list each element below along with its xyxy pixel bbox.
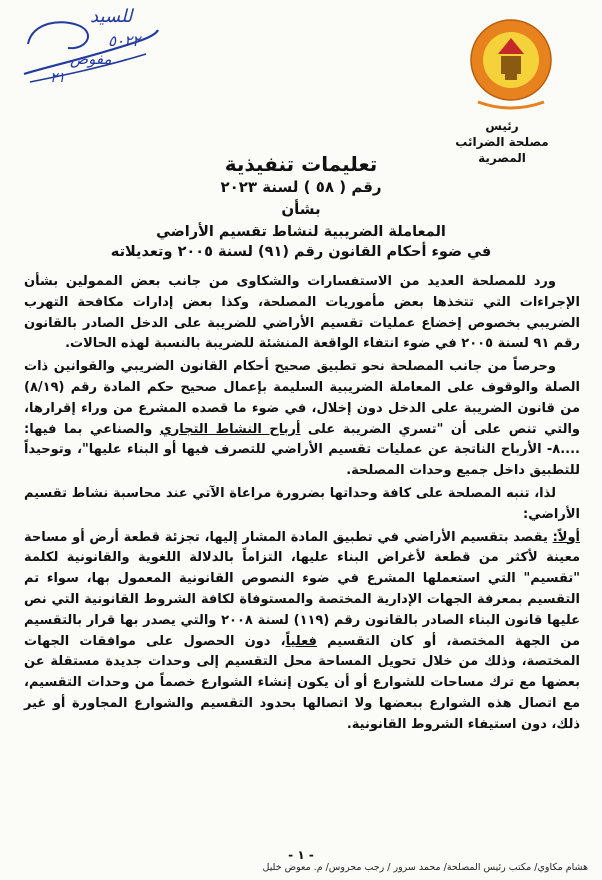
paragraph-2-part-a: وحرصاً من جانب المصلحة نحو تطبيق صحيح أحكام القانون الضريبي والقوانين ذات الصلة والوقوف على المعاملة الضريبية السليمة بإعمال صحيح حكم المادة رقم (٨/١٩) من قانون الضريبة على الدخل دون إخلال، في ضوء ما قصده المشرع من وراء إقرارها، والتي تنص على أن "تسري الضريبة على [24, 359, 580, 437]
tax-authority-logo [468, 14, 554, 112]
item-1-part-b: ، دون الحصول على موافقات الجهات المختصة، وذلك من خلال تحويل المساحة محل التقسيم إلى وحدات جديدة مستقلة عن بعضها مع ترك مساحات للشوارع أو أن يكون إنشاء الشوارع خصماً من وحدات التقسيم، مع اتصال هذه الشوارع ببعضها ولا اتصالها بحدود التقسيم والشوارع المجاورة أو غير ذلك، دون استيفاء الشروط القانونية. [24, 633, 580, 732]
issuer-organization: مصلحة الضرائب المصرية [455, 135, 549, 165]
handwriting-line-1: للسيد [90, 6, 133, 27]
instruction-number: رقم ( ٥٨ ) لسنة ٢٠٢٣ [220, 178, 382, 196]
issuer-title: رئيس [485, 119, 519, 133]
item-1-underlined: فعلياً [285, 633, 317, 649]
footer-signatures: هشام مكاوي/ مكتب رئيس المصلحة/ محمد سرور / رجب محروس/ م. معوض خليل [262, 862, 588, 873]
subject-line-1: المعاملة الضريبية لنشاط تقسيم الأراضي [156, 224, 446, 240]
handwriting-line-2: ٥٠٢٢ [108, 32, 141, 50]
document-title: تعليمات تنفيذية [224, 152, 378, 176]
item-1-label: أولاً: [552, 529, 580, 545]
item-1-part-a: يقصد بتقسيم الأراضي في تطبيق المادة المشار إليها، تجزئة قطعة أرض أو مساحة معينة لأكثر من قطعة لأغراض البناء عليها، التزاماً بالدلالة اللغوية والقانونية لكلمة "تقسيم" التي استعملها المشرع في ضوء النصوص القانونية المعمول بها، سواء تم التقسيم بمعرفة الجهات الإدارية المختصة والمستوفاة لكافة الشروط القانونية التي نص عليها قانون البناء الصادر بالقانون رقم (١١٩) لسنة ٢٠٠٨ والتي يصدر بها قرار بالتقسيم من الجهة المختصة، أو كان التقسيم [24, 529, 581, 649]
paragraph-2-part-b: والصناعي بما فيها: ....٨- الأرباح الناتجة عن عمليات تقسيم الأراضي للتصرف فيها أو البناء عليها"، وتوحيداً للتطبيق داخل جميع وحدات المصلحة. [24, 421, 580, 479]
handwriting-line-4: ٢١ [50, 70, 66, 86]
handwritten-annotation [10, 4, 160, 96]
document-body [24, 272, 580, 738]
item-1 [24, 528, 580, 736]
concerning-label: بشأن [281, 200, 321, 218]
paragraph-1: ورد للمصلحة العديد من الاستفسارات والشكاوى من جانب بعض الممولين بشأن الإجراءات التي تتخذها بعض مأموريات المصلحة، وكذا بعض إدارات مكافحة التهرب الضريبي بخصوص إخضاع عمليات تقسيم الأراضي للضريبة على الدخل الصادر بالقانون رقم ٩١ لسنة ٢٠٠٥ في ضوء انتفاء الواقعة المنشئة للضريبة بالنسبة لهذه الحالات. [24, 274, 580, 352]
logo-emblem [468, 14, 554, 112]
page-number: - ١ - [288, 848, 314, 862]
paragraph-2-underlined: أرباح النشاط التجاري [159, 421, 301, 437]
handwriting-line-3: مفوض [70, 50, 112, 68]
paragraph-2 [24, 357, 580, 482]
subject-line-2: في ضوء أحكام القانون رقم (٩١) لسنة ٢٠٠٥ وتعديلاته [110, 244, 492, 260]
paragraph-3: لذا، تنبه المصلحة على كافة وحداتها بضرورة مراعاة الآتي عند محاسبة نشاط تقسيم الأراضي: [24, 485, 580, 522]
